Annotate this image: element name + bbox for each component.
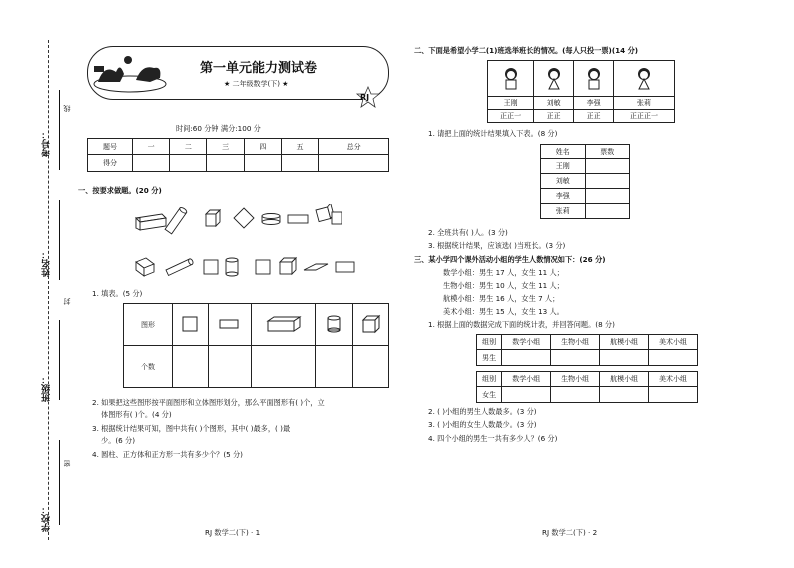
fill-shape-cell [173, 304, 209, 346]
footer-page-1: RJ 数学二(下) · 1 [205, 528, 261, 537]
tilted-cube-icon [136, 258, 154, 276]
fill-shape-cell [209, 304, 252, 346]
candidate-name: 刘敏 [534, 97, 574, 110]
cylinder-icon [166, 258, 194, 275]
binding-dashed-line [48, 40, 49, 540]
vote-header-cell: 票数 [585, 145, 630, 159]
kaohao-write-line[interactable] [59, 90, 60, 170]
vote-name-cell: 刘敏 [541, 174, 586, 189]
vote-name-cell: 张莉 [541, 204, 586, 219]
girl-avatar-icon [545, 66, 563, 90]
section3-heading: 三、某小学四个课外活动小组的学生人数情况如下：(26 分) [414, 255, 606, 264]
q2-line1: 2. 如果把这些图形按平面图形和立体图形划分，那么平面图形有( )个，立 [92, 398, 325, 407]
fill-shape-cell [251, 304, 316, 346]
vote-count-input[interactable] [585, 189, 630, 204]
side-label-banji: 班级： [42, 375, 52, 402]
header-illustration-icon [90, 52, 170, 94]
girls-header-cell: 数学小组 [502, 372, 551, 387]
girls-header-cell: 航模小组 [600, 372, 649, 387]
group-line-2: 生物小组：男生 10 人，女生 11 人； [443, 281, 564, 290]
rectangle-icon [288, 215, 308, 223]
candidate-tally: 正正一 [488, 110, 534, 123]
score-input-cell[interactable] [319, 155, 389, 172]
boys-count-input[interactable] [649, 350, 698, 366]
cube-icon [206, 210, 220, 226]
fill-shape-cell [352, 304, 388, 346]
score-input-cell[interactable] [281, 155, 318, 172]
s3-q4: 4. 四个小组的男生一共有多少人？(6 分) [428, 434, 558, 443]
rj-badge: RJ [360, 93, 370, 102]
group-line-1: 数学小组：男生 17 人，女生 11 人； [443, 268, 564, 277]
candidate-name: 王刚 [488, 97, 534, 110]
girls-header-cell: 组别 [477, 372, 502, 387]
vote-name-cell: 王刚 [541, 159, 586, 174]
vote-name-cell: 李强 [541, 189, 586, 204]
count-input-cell[interactable] [352, 346, 388, 388]
score-header-cell: 题号 [88, 139, 133, 155]
girls-header-cell: 美术小组 [649, 372, 698, 387]
cylinder-icon [226, 258, 238, 276]
score-header-cell: 五 [281, 139, 318, 155]
q3-line2: 少。(6 分) [101, 436, 136, 445]
girl-avatar-icon [635, 66, 653, 90]
parallelogram-icon [304, 264, 328, 270]
s2-q1: 1. 请把上面的统计结果填入下表。(8 分) [428, 129, 558, 138]
xuexiao-write-line[interactable] [59, 440, 60, 525]
shapes-row-2 [132, 254, 362, 278]
girls-count-input[interactable] [649, 387, 698, 403]
count-input-cell[interactable] [251, 346, 316, 388]
score-header-cell: 四 [244, 139, 281, 155]
candidate-tally: 正正正一 [614, 110, 675, 123]
score-table [87, 138, 389, 172]
side-label-xuexiao: 学校： [42, 505, 52, 532]
score-input-cell[interactable] [207, 155, 244, 172]
score-header-cell: 三 [207, 139, 244, 155]
square-icon [204, 260, 218, 274]
score-row-label: 得分 [88, 155, 133, 172]
boys-row-label: 男生 [477, 350, 502, 366]
q2-line2: 体图形有( )个。(4 分) [101, 410, 172, 419]
cube-icon [359, 314, 381, 334]
boy-avatar-icon [585, 66, 603, 90]
vote-count-input[interactable] [585, 204, 630, 219]
cuboid-icon [136, 214, 166, 230]
score-header-cell: 二 [170, 139, 207, 155]
candidate-name: 李强 [574, 97, 614, 110]
fill-shape-cell [316, 304, 352, 346]
q3-line1: 3. 根据统计结果可知，图中共有( )个图形，其中( )最多，( )最 [92, 424, 291, 433]
fill-table [123, 303, 389, 388]
s2-q2: 2. 全班共有( )人。(3 分) [428, 228, 508, 237]
boys-header-cell: 组别 [477, 335, 502, 350]
score-input-cell[interactable] [170, 155, 207, 172]
flat-cylinder-icon [262, 214, 280, 225]
group-line-4: 美术小组：男生 15 人，女生 13 人。 [443, 307, 564, 316]
girls-row-label: 女生 [477, 387, 502, 403]
candidate-photo-cell [488, 61, 534, 97]
s3-q2: 2. ( )小组的男生人数最多。(3 分) [428, 407, 537, 416]
boy-avatar-icon [502, 66, 520, 90]
footer-page-2: RJ 数学二(下) · 2 [542, 528, 598, 537]
s3-q1: 1. 根据上面的数据完成下面的统计表，并回答问题。(8 分) [428, 320, 615, 329]
side-mark-xian: 线 [63, 105, 71, 112]
score-header-cell: 一 [133, 139, 170, 155]
cuboid-icon [264, 315, 304, 333]
count-input-cell[interactable] [209, 346, 252, 388]
boys-header-cell: 数学小组 [502, 335, 551, 350]
banji-write-line[interactable] [59, 320, 60, 400]
rectangle-icon [336, 262, 354, 272]
shapes-row-1 [132, 204, 342, 236]
section1-heading: 一、按要求做题。(20 分) [78, 186, 162, 195]
square-icon [332, 212, 342, 224]
cube-icon [280, 258, 296, 274]
score-header-cell: 总分 [319, 139, 389, 155]
s3-q3: 3. ( )小组的女生人数最少。(3 分) [428, 420, 537, 429]
side-mark-mi: 密 [63, 460, 71, 467]
xingming-write-line[interactable] [59, 200, 60, 280]
girls-count-input[interactable] [551, 387, 600, 403]
square-icon [256, 260, 270, 274]
vote-count-input[interactable] [585, 159, 630, 174]
boys-header-cell: 生物小组 [551, 335, 600, 350]
boys-count-input[interactable] [502, 350, 551, 366]
girls-count-input[interactable] [502, 387, 551, 403]
rectangle-icon [217, 315, 243, 333]
vote-count-input[interactable] [585, 174, 630, 189]
girls-count-input[interactable] [600, 387, 649, 403]
side-label-xingming: 姓名： [42, 250, 52, 277]
group-line-3: 航模小组：男生 16 人，女生 7 人； [443, 294, 560, 303]
candidate-photo-cell [534, 61, 574, 97]
candidate-photo-cell [574, 61, 614, 97]
candidate-name: 张莉 [614, 97, 675, 110]
candidate-table [487, 60, 675, 123]
time-score-info: 时间:60 分钟 满分:100 分 [176, 124, 261, 133]
candidate-tally: 正正 [534, 110, 574, 123]
candidate-photo-cell [614, 61, 675, 97]
girls-header-cell: 生物小组 [551, 372, 600, 387]
boys-table [476, 334, 698, 366]
side-mark-feng: 封 [63, 298, 71, 305]
fill-row-label: 图形 [124, 304, 173, 346]
cylinder-icon [323, 314, 345, 334]
boys-count-input[interactable] [551, 350, 600, 366]
boys-header-cell: 航模小组 [600, 335, 649, 350]
boys-count-input[interactable] [600, 350, 649, 366]
side-label-kaohao: 考号： [42, 130, 52, 157]
page-subtitle: ★ 二年级数学(下) ★ [224, 80, 289, 88]
square-rotated-icon [234, 208, 254, 228]
square-icon [180, 315, 202, 333]
count-input-cell[interactable] [316, 346, 352, 388]
cylinder-icon [165, 206, 188, 234]
q4-question: 4. 圆柱、正方体和正方形一共有多少个？(5 分) [92, 450, 243, 459]
section2-heading: 二、下面是希望小学二(1)班选举班长的情况。(每人只投一票)(14 分) [414, 46, 639, 55]
score-input-cell[interactable] [133, 155, 170, 172]
q1-fill-table-label: 1. 填表。(5 分) [92, 289, 143, 298]
s2-q3: 3. 根据统计结果，应该选( )当班长。(3 分) [428, 241, 566, 250]
page-title: 第一单元能力测试卷 [200, 61, 318, 76]
fill-row-label: 个数 [124, 346, 173, 388]
count-input-cell[interactable] [173, 346, 209, 388]
girls-table [476, 371, 698, 403]
vote-table [540, 144, 630, 219]
score-input-cell[interactable] [244, 155, 281, 172]
boys-header-cell: 美术小组 [649, 335, 698, 350]
candidate-tally: 正正 [574, 110, 614, 123]
vote-header-cell: 姓名 [541, 145, 586, 159]
